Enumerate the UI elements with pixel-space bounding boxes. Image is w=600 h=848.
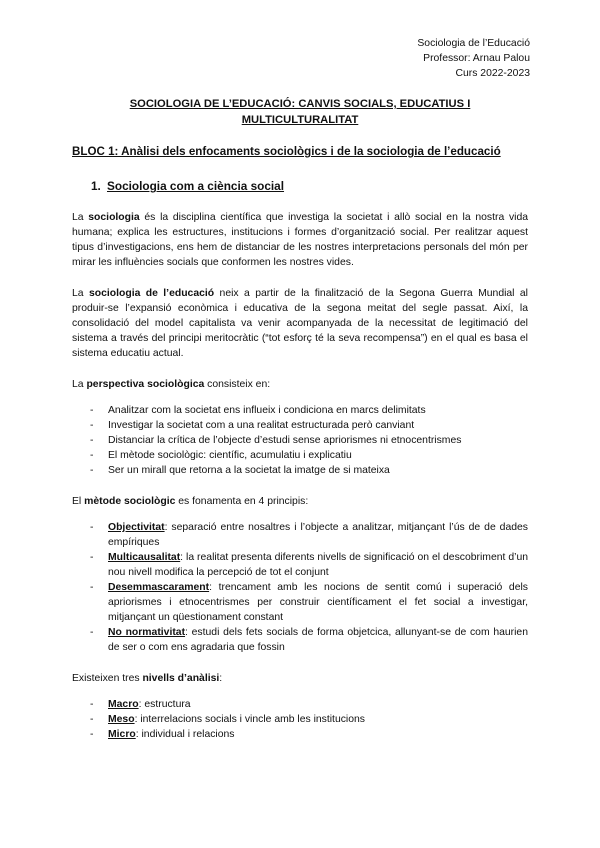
list-item <box>72 712 528 727</box>
principi-term: Desemmascarament <box>108 582 210 593</box>
p3-post: consisteix en: <box>204 379 271 390</box>
p5-term: nivells d’anàlisi <box>142 673 220 684</box>
p2-post: neix a partir de la finalització de la Segona Guerra Mundial al produir-se l’expansió econòmica i educativa de la segona meitat del segle passat. Així, la consolidació del model capitalista va venir acompanyada de la necessitat de legitimació del sistema a través del principi meritocràtic (“tot esforç té la seva recompensa”) en el qual es basa el sistema educatiu actual. <box>72 288 528 359</box>
principi-text: : trencament amb les nocions de sentit comú i superació dels apriorismes i etnocentrismes per construir científicament el fet social a investigar, mitjançant un qüestionament constant <box>108 582 528 623</box>
p1-pre: La <box>72 212 89 223</box>
nivell-term: Macro <box>108 699 139 710</box>
p4-term: mètode sociològic <box>84 496 176 507</box>
list-item <box>72 625 528 655</box>
section-number: 1. <box>91 179 101 193</box>
nivell-term: Micro <box>108 729 136 740</box>
p2-pre: La <box>72 288 89 299</box>
page-header <box>72 36 530 81</box>
list-item: - El mètode sociològic: científic, acumulatiu i explicatiu <box>72 448 528 463</box>
list-item <box>72 697 528 712</box>
nivell-text: : individual i relacions <box>135 729 235 740</box>
p1-term: sociologia <box>88 212 140 223</box>
paragraph-perspectiva <box>72 377 528 392</box>
principi-term: No normativitat <box>108 627 186 638</box>
section-heading <box>72 178 528 194</box>
list-item <box>72 550 528 580</box>
nivell-text: : estructura <box>138 699 191 710</box>
bloc-heading: BLOC 1: Anàlisi dels enfocaments sociològics i de la sociologia de l’educació <box>72 145 501 158</box>
p3-term: perspectiva sociològica <box>86 379 205 390</box>
header-year: Curs 2022-2023 <box>455 68 530 79</box>
header-course: Sociologia de l’Educació <box>417 38 530 49</box>
principi-text: : la realitat presenta diferents nivells de significació on el descobriment d’un nou nivell modifica la percepció de tot el conjunt <box>108 552 528 578</box>
p4-post: es fonamenta en 4 principis: <box>175 496 309 507</box>
list-item <box>72 580 528 625</box>
nivell-term: Meso <box>108 714 135 725</box>
list-item: - Distanciar la crítica de l’objecte d’estudi sense apriorismes ni etnocentrismes <box>72 433 528 448</box>
nivells-list <box>72 697 528 742</box>
principi-text: : estudi dels fets socials de forma objetcica, allunyant-se de com haurien de ser o com ens agradaria que fossin <box>108 627 528 653</box>
p1-post: és la disciplina científica que investiga la societat i allò social en la nostra vida humana; explica les estructures, institucions i formes d’organització social. Per realitzar aquest tipus d’investigacions, ens hem de distanciar de les nostres interpretacions personals del món per mirar les influències socials que conformen les nostres vides. <box>72 212 529 268</box>
p4-pre: El <box>72 496 85 507</box>
list-item: - Ser un mirall que retorna a la societat la imatge de si mateixa <box>72 463 528 478</box>
list-item <box>72 727 528 742</box>
principi-term: Objectivitat <box>108 522 165 533</box>
list-item: - Investigar la societat com a una realitat estructurada però canviant <box>72 418 528 433</box>
list-item <box>72 520 528 550</box>
document-title: SOCIOLOGIA DE L’EDUCACIÓ: CANVIS SOCIALS, EDUCATIUS I MULTICULTURALITAT <box>129 98 471 126</box>
list-item: - Analitzar com la societat ens influeix i condiciona en marcs delimitats <box>72 403 528 418</box>
principi-term: Multicausalitat <box>108 552 181 563</box>
header-professor: Professor: Arnau Palou <box>423 53 530 64</box>
paragraph-sociologia-educacio <box>72 286 528 361</box>
paragraph-nivells <box>72 671 528 686</box>
section-title: Sociologia com a ciència social <box>107 179 285 193</box>
principi-text: : separació entre nosaltres i l’objecte a analitzar, mitjançant l’ús de de dades empíriques <box>108 522 528 548</box>
p5-post: : <box>219 673 223 684</box>
p3-pre: La <box>72 379 87 390</box>
principis-list <box>72 520 528 655</box>
paragraph-sociologia <box>72 210 528 270</box>
nivell-text: : interrelacions socials i vincle amb les institucions <box>134 714 365 725</box>
p5-pre: Existeixen tres <box>72 673 143 684</box>
p2-term: sociologia de l’educació <box>88 288 215 299</box>
perspectiva-list <box>72 403 528 478</box>
paragraph-metode <box>72 494 528 509</box>
